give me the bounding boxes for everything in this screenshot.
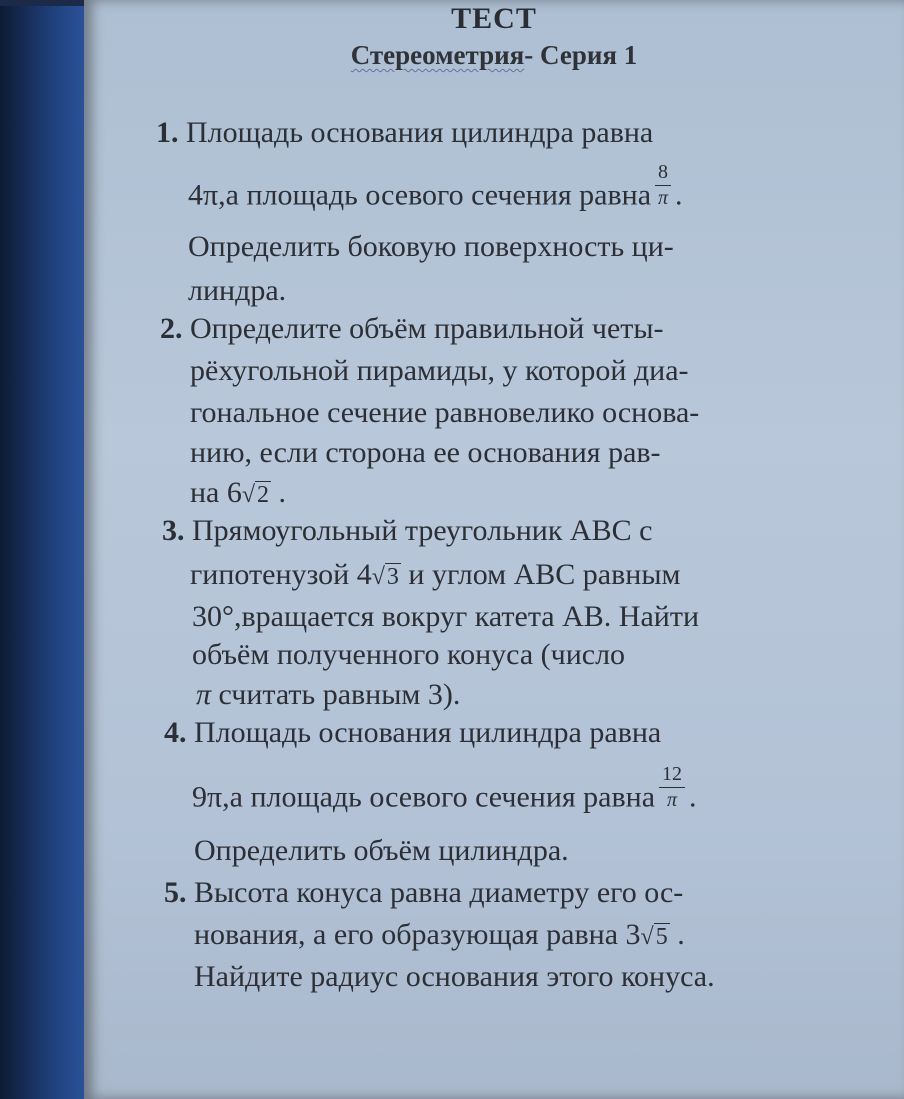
problem-2-line-1: 2. Определите объём правильной четы- xyxy=(160,312,664,345)
problem-4-line-1: 4. Площадь основания цилиндра равна xyxy=(164,716,662,749)
problem-3-line-2: гипотенузой 4√3 и углом ABC равным xyxy=(190,558,681,591)
problem-4-number: 4. xyxy=(164,716,187,749)
problem-3-number: 3. xyxy=(162,514,185,547)
problem-3-line-5: π считать равным 3). xyxy=(196,678,461,711)
problem-2-line-4: нию, если сторона ее основания рав- xyxy=(190,436,661,469)
subtitle-series: - Серия 1 xyxy=(524,40,638,70)
problem-2-line-3: гональное сечение равновелико основа- xyxy=(190,396,700,429)
document-page xyxy=(84,0,904,1099)
page-title: ТЕСТ xyxy=(451,2,537,35)
fraction-8-over-pi: $\frac{8}{\pi}$ xyxy=(655,162,671,209)
problem-5-line-1: 5. Высота конуса равна диаметру его ос- xyxy=(164,876,684,909)
problem-1-line-4: линдра. xyxy=(188,274,287,307)
sqrt-2: √2 xyxy=(241,482,270,508)
problem-1-line-1: 1. Площадь основания цилиндра равна xyxy=(156,116,654,149)
problem-4-line-3: Определить объём цилиндра. xyxy=(194,834,569,867)
problem-1-number: 1. xyxy=(156,116,179,149)
problem-3-line-4: объём полученного конуса (число xyxy=(192,638,626,671)
problem-1-line-2: 4π,а площадь осевого сечения равна $\frac{8}{\pi}$ . xyxy=(188,161,683,212)
subtitle-topic: Стереометрия xyxy=(350,40,525,70)
problem-5-line-2: нования, а его образующая равна 3√5 . xyxy=(194,918,685,951)
problem-1-line-3: Определить боковую поверхность ци- xyxy=(188,230,674,263)
sqrt-5: √5 xyxy=(640,924,668,950)
problem-2-line-2: рёхугольной пирамиды, у которой диа- xyxy=(190,354,689,387)
window-frame-left xyxy=(0,0,92,1099)
sqrt-3: √3 xyxy=(371,564,399,590)
page-subtitle xyxy=(84,40,904,71)
problem-2-number: 2. xyxy=(160,312,183,345)
problem-5-number: 5. xyxy=(164,876,187,909)
fraction-12-over-pi: $\frac{12}{\pi}$ xyxy=(659,764,685,811)
problem-5-line-3: Найдите радиус основания этого конуса. xyxy=(194,960,715,993)
problem-4-line-2: 9π,а площадь осевого сечения равна $\frac{12}{\pi}$ . xyxy=(192,763,697,814)
problem-3-line-3: 30°,вращается вокруг катета AB. Найти xyxy=(192,600,699,633)
problem-3-line-1: 3. Прямоугольный треугольник ABC с xyxy=(162,514,653,547)
problem-2-line-5: на 6√2 . xyxy=(190,476,287,509)
